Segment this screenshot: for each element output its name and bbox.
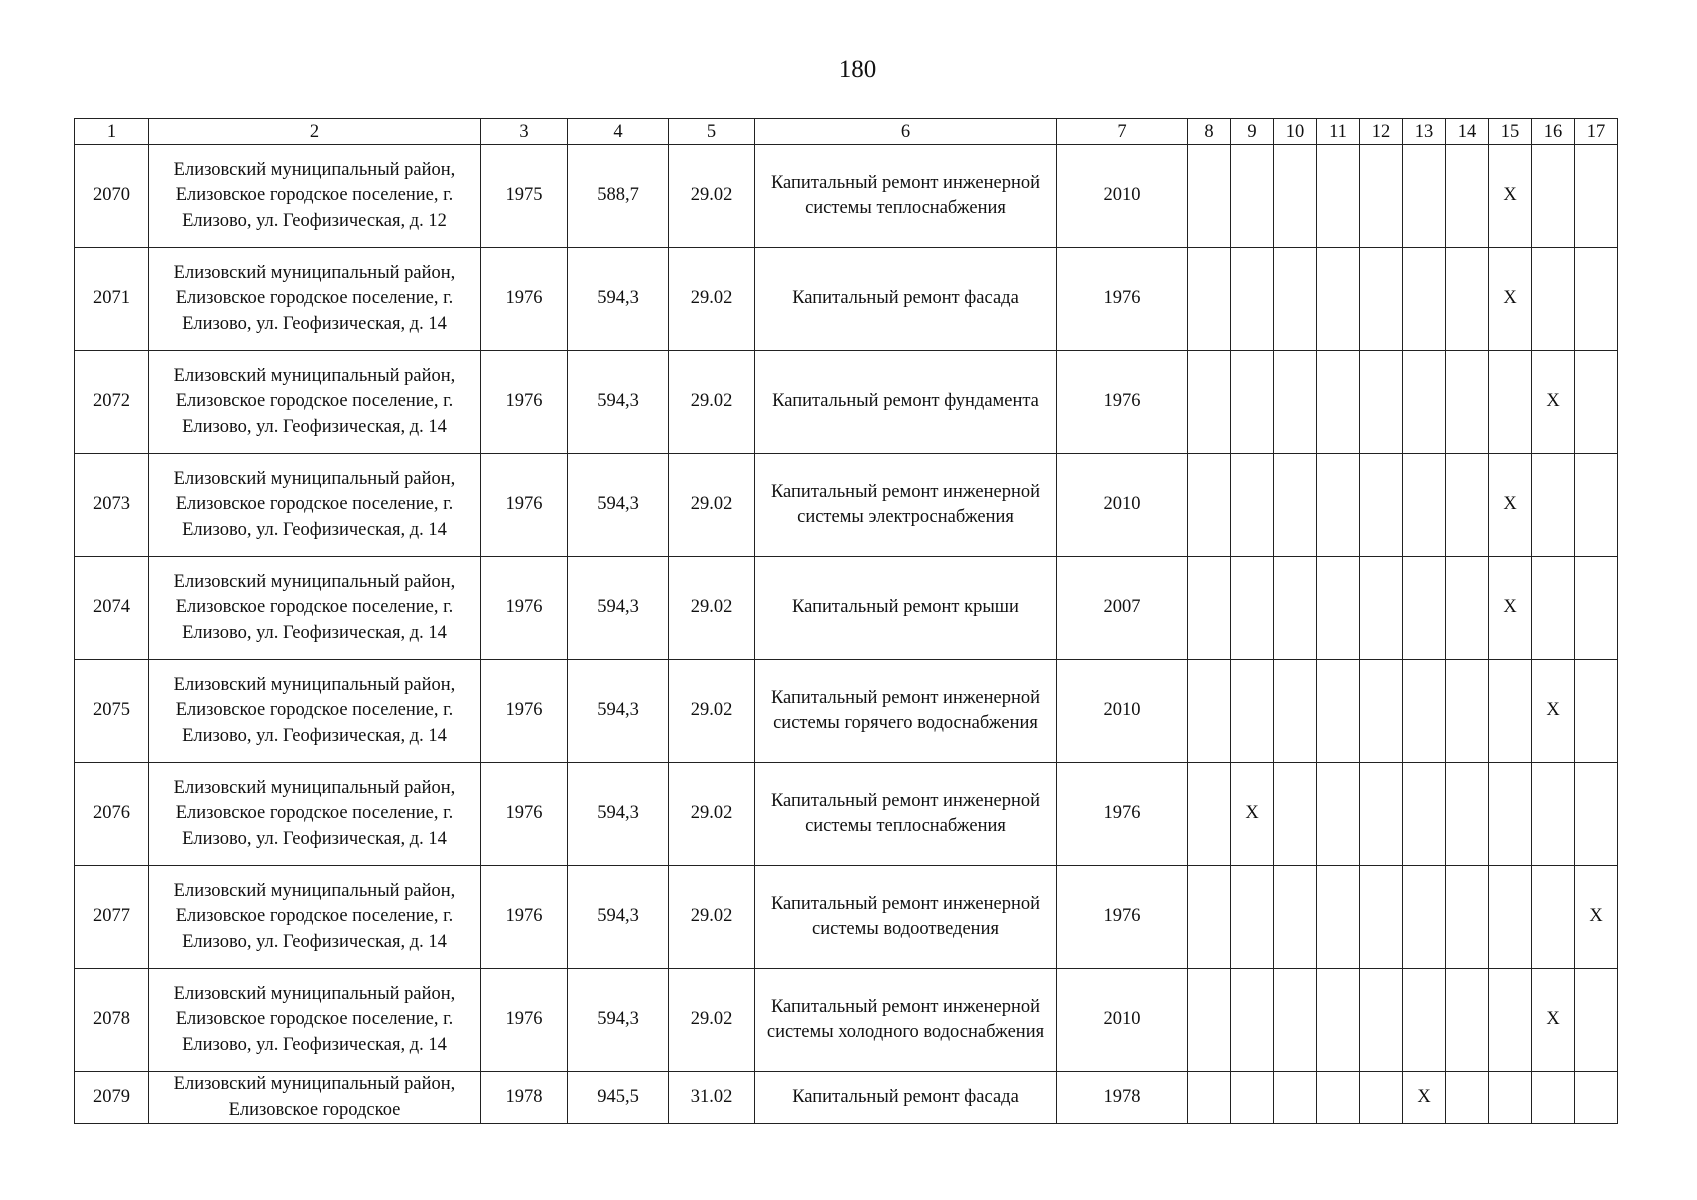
code-cell: 31.02 bbox=[669, 1072, 755, 1124]
work-type-cell: Капитальный ремонт крыши bbox=[755, 557, 1057, 660]
column-header: 3 bbox=[481, 119, 568, 145]
schedule-cell-9 bbox=[1231, 866, 1274, 969]
year-built-cell: 1976 bbox=[481, 660, 568, 763]
schedule-cell-16 bbox=[1532, 454, 1575, 557]
schedule-cell-8 bbox=[1188, 454, 1231, 557]
schedule-cell-15: X bbox=[1489, 557, 1532, 660]
schedule-cell-14 bbox=[1446, 866, 1489, 969]
column-header: 10 bbox=[1274, 119, 1317, 145]
last-repair-cell: 1976 bbox=[1057, 351, 1188, 454]
address-cell: Елизовский муниципальный район, Елизовское городское поселение, г. Елизово, ул. Геофизическая, д. 12 bbox=[149, 145, 481, 248]
area-cell: 594,3 bbox=[568, 969, 669, 1072]
schedule-cell-15 bbox=[1489, 1072, 1532, 1124]
schedule-cell-16 bbox=[1532, 763, 1575, 866]
year-built-cell: 1976 bbox=[481, 248, 568, 351]
schedule-cell-15 bbox=[1489, 866, 1532, 969]
schedule-cell-14 bbox=[1446, 145, 1489, 248]
schedule-cell-14 bbox=[1446, 1072, 1489, 1124]
table-row bbox=[75, 660, 1618, 763]
work-type-cell: Капитальный ремонт фундамента bbox=[755, 351, 1057, 454]
schedule-cell-12 bbox=[1360, 248, 1403, 351]
schedule-cell-17 bbox=[1575, 248, 1618, 351]
schedule-cell-11 bbox=[1317, 969, 1360, 1072]
schedule-cell-9 bbox=[1231, 1072, 1274, 1124]
schedule-cell-12 bbox=[1360, 763, 1403, 866]
schedule-cell-13 bbox=[1403, 145, 1446, 248]
column-header: 16 bbox=[1532, 119, 1575, 145]
schedule-cell-14 bbox=[1446, 557, 1489, 660]
area-cell: 594,3 bbox=[568, 351, 669, 454]
schedule-cell-10 bbox=[1274, 145, 1317, 248]
last-repair-cell: 1978 bbox=[1057, 1072, 1188, 1124]
work-type-cell: Капитальный ремонт инженерной системы водоотведения bbox=[755, 866, 1057, 969]
row-id: 2070 bbox=[75, 145, 149, 248]
schedule-cell-8 bbox=[1188, 660, 1231, 763]
schedule-cell-12 bbox=[1360, 660, 1403, 763]
schedule-cell-17 bbox=[1575, 660, 1618, 763]
schedule-cell-8 bbox=[1188, 351, 1231, 454]
schedule-cell-10 bbox=[1274, 351, 1317, 454]
schedule-cell-16 bbox=[1532, 557, 1575, 660]
schedule-cell-10 bbox=[1274, 763, 1317, 866]
area-cell: 594,3 bbox=[568, 763, 669, 866]
schedule-cell-17 bbox=[1575, 557, 1618, 660]
schedule-cell-13 bbox=[1403, 866, 1446, 969]
page-number: 180 bbox=[838, 56, 877, 83]
table-row bbox=[75, 969, 1618, 1072]
schedule-cell-8 bbox=[1188, 557, 1231, 660]
last-repair-cell: 1976 bbox=[1057, 763, 1188, 866]
schedule-cell-15: X bbox=[1489, 248, 1532, 351]
year-built-cell: 1976 bbox=[481, 557, 568, 660]
repair-schedule-table bbox=[74, 118, 1618, 1124]
code-cell: 29.02 bbox=[669, 248, 755, 351]
schedule-cell-12 bbox=[1360, 866, 1403, 969]
schedule-cell-15 bbox=[1489, 351, 1532, 454]
schedule-cell-15: X bbox=[1489, 454, 1532, 557]
column-header: 4 bbox=[568, 119, 669, 145]
column-header: 1 bbox=[75, 119, 149, 145]
schedule-cell-16: X bbox=[1532, 969, 1575, 1072]
row-id: 2078 bbox=[75, 969, 149, 1072]
column-header: 2 bbox=[149, 119, 481, 145]
table-row bbox=[75, 351, 1618, 454]
schedule-cell-11 bbox=[1317, 145, 1360, 248]
schedule-cell-13 bbox=[1403, 763, 1446, 866]
schedule-cell-9 bbox=[1231, 969, 1274, 1072]
year-built-cell: 1976 bbox=[481, 866, 568, 969]
schedule-cell-11 bbox=[1317, 557, 1360, 660]
last-repair-cell: 2010 bbox=[1057, 454, 1188, 557]
schedule-cell-13 bbox=[1403, 660, 1446, 763]
address-cell: Елизовский муниципальный район, Елизовское городское поселение, г. Елизово, ул. Геофизическая, д. 14 bbox=[149, 969, 481, 1072]
code-cell: 29.02 bbox=[669, 145, 755, 248]
column-header: 13 bbox=[1403, 119, 1446, 145]
address-cell: Елизовский муниципальный район, Елизовское городское поселение, г. Елизово, ул. Геофизическая, д. 14 bbox=[149, 454, 481, 557]
schedule-cell-10 bbox=[1274, 248, 1317, 351]
schedule-cell-14 bbox=[1446, 763, 1489, 866]
column-header: 14 bbox=[1446, 119, 1489, 145]
schedule-cell-17 bbox=[1575, 969, 1618, 1072]
schedule-cell-17: X bbox=[1575, 866, 1618, 969]
schedule-cell-10 bbox=[1274, 866, 1317, 969]
schedule-cell-16: X bbox=[1532, 351, 1575, 454]
row-id: 2079 bbox=[75, 1072, 149, 1124]
address-cell: Елизовский муниципальный район, Елизовское городское поселение, г. Елизово, ул. Геофизическая, д. 14 bbox=[149, 660, 481, 763]
row-id: 2073 bbox=[75, 454, 149, 557]
area-cell: 594,3 bbox=[568, 660, 669, 763]
schedule-cell-12 bbox=[1360, 557, 1403, 660]
schedule-cell-16 bbox=[1532, 1072, 1575, 1124]
work-type-cell: Капитальный ремонт инженерной системы горячего водоснабжения bbox=[755, 660, 1057, 763]
schedule-cell-10 bbox=[1274, 557, 1317, 660]
schedule-cell-13: X bbox=[1403, 1072, 1446, 1124]
last-repair-cell: 2010 bbox=[1057, 660, 1188, 763]
area-cell: 594,3 bbox=[568, 248, 669, 351]
address-cell: Елизовский муниципальный район, Елизовское городское bbox=[149, 1072, 481, 1124]
address-cell: Елизовский муниципальный район, Елизовское городское поселение, г. Елизово, ул. Геофизическая, д. 14 bbox=[149, 557, 481, 660]
row-id: 2071 bbox=[75, 248, 149, 351]
schedule-cell-10 bbox=[1274, 454, 1317, 557]
schedule-cell-14 bbox=[1446, 351, 1489, 454]
schedule-cell-10 bbox=[1274, 969, 1317, 1072]
work-type-cell: Капитальный ремонт инженерной системы холодного водоснабжения bbox=[755, 969, 1057, 1072]
work-type-cell: Капитальный ремонт фасада bbox=[755, 1072, 1057, 1124]
header-row bbox=[75, 119, 1618, 145]
schedule-cell-14 bbox=[1446, 248, 1489, 351]
table-row bbox=[75, 1072, 1618, 1124]
table-row bbox=[75, 763, 1618, 866]
address-cell: Елизовский муниципальный район, Елизовское городское поселение, г. Елизово, ул. Геофизическая, д. 14 bbox=[149, 351, 481, 454]
column-header: 5 bbox=[669, 119, 755, 145]
schedule-cell-12 bbox=[1360, 454, 1403, 557]
work-type-cell: Капитальный ремонт фасада bbox=[755, 248, 1057, 351]
schedule-cell-9 bbox=[1231, 454, 1274, 557]
work-type-cell: Капитальный ремонт инженерной системы электроснабжения bbox=[755, 454, 1057, 557]
schedule-cell-9 bbox=[1231, 145, 1274, 248]
code-cell: 29.02 bbox=[669, 763, 755, 866]
column-header: 8 bbox=[1188, 119, 1231, 145]
schedule-cell-12 bbox=[1360, 145, 1403, 248]
schedule-cell-12 bbox=[1360, 969, 1403, 1072]
schedule-cell-16 bbox=[1532, 248, 1575, 351]
row-id: 2077 bbox=[75, 866, 149, 969]
schedule-cell-11 bbox=[1317, 1072, 1360, 1124]
schedule-cell-16 bbox=[1532, 866, 1575, 969]
year-built-cell: 1976 bbox=[481, 454, 568, 557]
code-cell: 29.02 bbox=[669, 660, 755, 763]
last-repair-cell: 2010 bbox=[1057, 145, 1188, 248]
schedule-cell-8 bbox=[1188, 248, 1231, 351]
schedule-cell-13 bbox=[1403, 557, 1446, 660]
column-header: 6 bbox=[755, 119, 1057, 145]
area-cell: 945,5 bbox=[568, 1072, 669, 1124]
area-cell: 594,3 bbox=[568, 866, 669, 969]
schedule-cell-16 bbox=[1532, 145, 1575, 248]
year-built-cell: 1978 bbox=[481, 1072, 568, 1124]
schedule-cell-13 bbox=[1403, 248, 1446, 351]
last-repair-cell: 1976 bbox=[1057, 248, 1188, 351]
last-repair-cell: 2007 bbox=[1057, 557, 1188, 660]
schedule-cell-14 bbox=[1446, 454, 1489, 557]
schedule-cell-8 bbox=[1188, 763, 1231, 866]
work-type-cell: Капитальный ремонт инженерной системы теплоснабжения bbox=[755, 145, 1057, 248]
column-header: 9 bbox=[1231, 119, 1274, 145]
row-id: 2074 bbox=[75, 557, 149, 660]
area-cell: 588,7 bbox=[568, 145, 669, 248]
schedule-cell-10 bbox=[1274, 1072, 1317, 1124]
year-built-cell: 1976 bbox=[481, 763, 568, 866]
table-row bbox=[75, 557, 1618, 660]
code-cell: 29.02 bbox=[669, 454, 755, 557]
address-cell: Елизовский муниципальный район, Елизовское городское поселение, г. Елизово, ул. Геофизическая, д. 14 bbox=[149, 248, 481, 351]
year-built-cell: 1976 bbox=[481, 969, 568, 1072]
row-id: 2075 bbox=[75, 660, 149, 763]
schedule-cell-17 bbox=[1575, 1072, 1618, 1124]
column-header: 17 bbox=[1575, 119, 1618, 145]
schedule-cell-13 bbox=[1403, 454, 1446, 557]
schedule-cell-12 bbox=[1360, 351, 1403, 454]
area-cell: 594,3 bbox=[568, 454, 669, 557]
address-cell: Елизовский муниципальный район, Елизовское городское поселение, г. Елизово, ул. Геофизическая, д. 14 bbox=[149, 866, 481, 969]
code-cell: 29.02 bbox=[669, 557, 755, 660]
schedule-cell-13 bbox=[1403, 351, 1446, 454]
table-row bbox=[75, 866, 1618, 969]
row-id: 2072 bbox=[75, 351, 149, 454]
schedule-cell-11 bbox=[1317, 248, 1360, 351]
schedule-cell-11 bbox=[1317, 660, 1360, 763]
schedule-cell-17 bbox=[1575, 763, 1618, 866]
schedule-cell-17 bbox=[1575, 145, 1618, 248]
code-cell: 29.02 bbox=[669, 351, 755, 454]
schedule-cell-9 bbox=[1231, 248, 1274, 351]
area-cell: 594,3 bbox=[568, 557, 669, 660]
last-repair-cell: 1976 bbox=[1057, 866, 1188, 969]
schedule-cell-15 bbox=[1489, 763, 1532, 866]
column-header: 7 bbox=[1057, 119, 1188, 145]
schedule-cell-14 bbox=[1446, 969, 1489, 1072]
schedule-cell-9: X bbox=[1231, 763, 1274, 866]
schedule-cell-9 bbox=[1231, 660, 1274, 763]
column-header: 15 bbox=[1489, 119, 1532, 145]
year-built-cell: 1976 bbox=[481, 351, 568, 454]
schedule-cell-17 bbox=[1575, 454, 1618, 557]
year-built-cell: 1975 bbox=[481, 145, 568, 248]
schedule-cell-8 bbox=[1188, 969, 1231, 1072]
code-cell: 29.02 bbox=[669, 969, 755, 1072]
schedule-cell-11 bbox=[1317, 866, 1360, 969]
column-header: 11 bbox=[1317, 119, 1360, 145]
schedule-cell-12 bbox=[1360, 1072, 1403, 1124]
column-header: 12 bbox=[1360, 119, 1403, 145]
schedule-cell-10 bbox=[1274, 660, 1317, 763]
table-row bbox=[75, 145, 1618, 248]
schedule-cell-9 bbox=[1231, 351, 1274, 454]
work-type-cell: Капитальный ремонт инженерной системы теплоснабжения bbox=[755, 763, 1057, 866]
schedule-cell-15 bbox=[1489, 660, 1532, 763]
table-row bbox=[75, 248, 1618, 351]
schedule-cell-15: X bbox=[1489, 145, 1532, 248]
code-cell: 29.02 bbox=[669, 866, 755, 969]
schedule-cell-11 bbox=[1317, 351, 1360, 454]
schedule-cell-13 bbox=[1403, 969, 1446, 1072]
schedule-cell-8 bbox=[1188, 866, 1231, 969]
table-row bbox=[75, 454, 1618, 557]
schedule-cell-16: X bbox=[1532, 660, 1575, 763]
schedule-cell-15 bbox=[1489, 969, 1532, 1072]
schedule-cell-14 bbox=[1446, 660, 1489, 763]
schedule-cell-11 bbox=[1317, 763, 1360, 866]
last-repair-cell: 2010 bbox=[1057, 969, 1188, 1072]
schedule-cell-11 bbox=[1317, 454, 1360, 557]
row-id: 2076 bbox=[75, 763, 149, 866]
schedule-cell-8 bbox=[1188, 145, 1231, 248]
schedule-cell-17 bbox=[1575, 351, 1618, 454]
address-cell: Елизовский муниципальный район, Елизовское городское поселение, г. Елизово, ул. Геофизическая, д. 14 bbox=[149, 763, 481, 866]
schedule-cell-8 bbox=[1188, 1072, 1231, 1124]
schedule-cell-9 bbox=[1231, 557, 1274, 660]
